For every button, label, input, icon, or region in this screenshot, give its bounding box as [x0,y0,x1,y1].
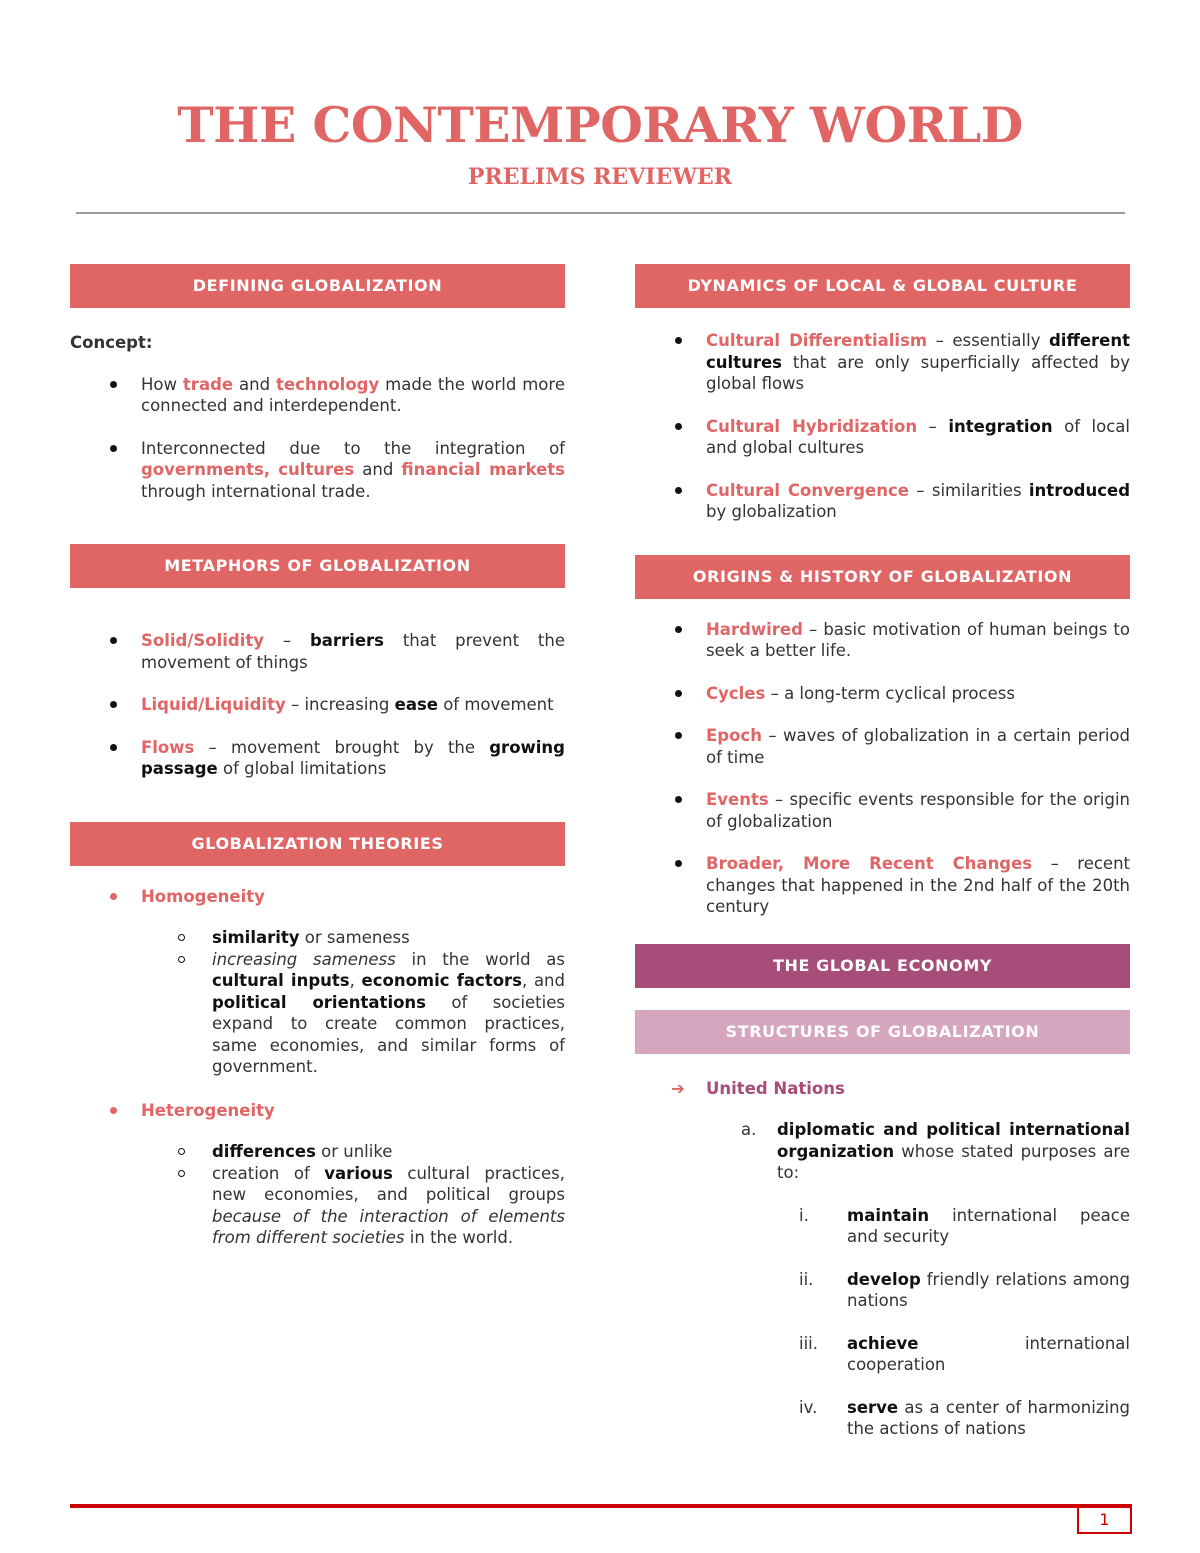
section-header-origins: ORIGINS & HISTORY OF GLOBALIZATION [635,555,1130,599]
list-item: Flows – movement brought by the growing passage of global limitations [70,737,565,780]
list-item: Interconnected due to the integration of governments, cultures and financial markets through international trade. [70,438,565,503]
list-item: Heterogeneity [70,1100,565,1122]
defining-list [70,374,565,503]
list-item: Epoch – waves of globalization in a certain period of time [635,725,1130,768]
list-item: Solid/Solidity – barriers that prevent the movement of things [70,630,565,673]
left-column [70,264,565,1249]
page-number: 1 [1077,1506,1132,1534]
document-title: THE CONTEMPORARY WORLD [177,96,1023,154]
roman-item-i: i. maintain international peace and security [799,1205,1130,1246]
section-header-dynamics: DYNAMICS OF LOCAL & GLOBAL CULTURE [635,264,1130,308]
homogeneity-sublist [70,927,565,1078]
heterogeneity-sublist [70,1141,565,1249]
list-item: Cycles – a long-term cyclical process [635,683,1130,705]
list-item: Hardwired – basic motivation of human beings to seek a better life. [635,619,1130,662]
roman-item-iv: iv. serve as a center of harmonizing the actions of nations [799,1397,1130,1438]
list-item: creation of various cultural practices, new economies, and political groups because of the interaction of elements from different societies in the world. [70,1163,565,1249]
list-item: Liquid/Liquidity – increasing ease of movement [70,694,565,716]
section-header-economy: THE GLOBAL ECONOMY [635,944,1130,988]
list-item: How trade and technology made the world more connected and interdependent. [70,374,565,417]
section-header-metaphors: METAPHORS OF GLOBALIZATION [70,544,565,588]
dynamics-list [635,330,1130,523]
list-item: increasing sameness in the world as cultural inputs, economic factors, and political orientations of societies expand to create common practices, same economies, and similar forms of government. [70,949,565,1078]
theories-list [70,886,565,908]
right-arrow-icon: ➔ [671,1078,685,1098]
list-item: similarity or sameness [70,927,565,949]
un-item: ➔ United Nations [671,1078,845,1098]
roman-item-iii: iii. achieve international cooperation [799,1333,1130,1374]
list-item: Cultural Differentialism – essentially different cultures that are only superficially affected by global flows [635,330,1130,395]
footer-divider [70,1504,1132,1508]
section-header-structures: STRUCTURES OF GLOBALIZATION [635,1010,1130,1054]
un-purpose: a. diplomatic and political international organization whose stated purposes are to: [741,1120,1130,1182]
concept-label: Concept: [70,333,153,352]
list-item: Cultural Hybridization – integration of local and global cultures [635,416,1130,459]
title-divider [76,212,1125,214]
list-item: differences or unlike [70,1141,565,1163]
roman-item-ii: ii. develop friendly relations among nations [799,1269,1130,1310]
theories-list-2 [70,1100,565,1122]
list-item: Cultural Convergence – similarities introduced by globalization [635,480,1130,523]
list-item: Events – specific events responsible for the origin of globalization [635,789,1130,832]
section-header-theories: GLOBALIZATION THEORIES [70,822,565,866]
document-subtitle: PRELIMS REVIEWER [467,164,733,190]
metaphors-list [70,630,565,780]
section-header-defining: DEFINING GLOBALIZATION [70,264,565,308]
list-item: Homogeneity [70,886,565,908]
origins-list [635,619,1130,918]
right-column [635,264,1130,1440]
list-item: Broader, More Recent Changes – recent changes that happened in the 2nd half of the 20th century [635,853,1130,918]
